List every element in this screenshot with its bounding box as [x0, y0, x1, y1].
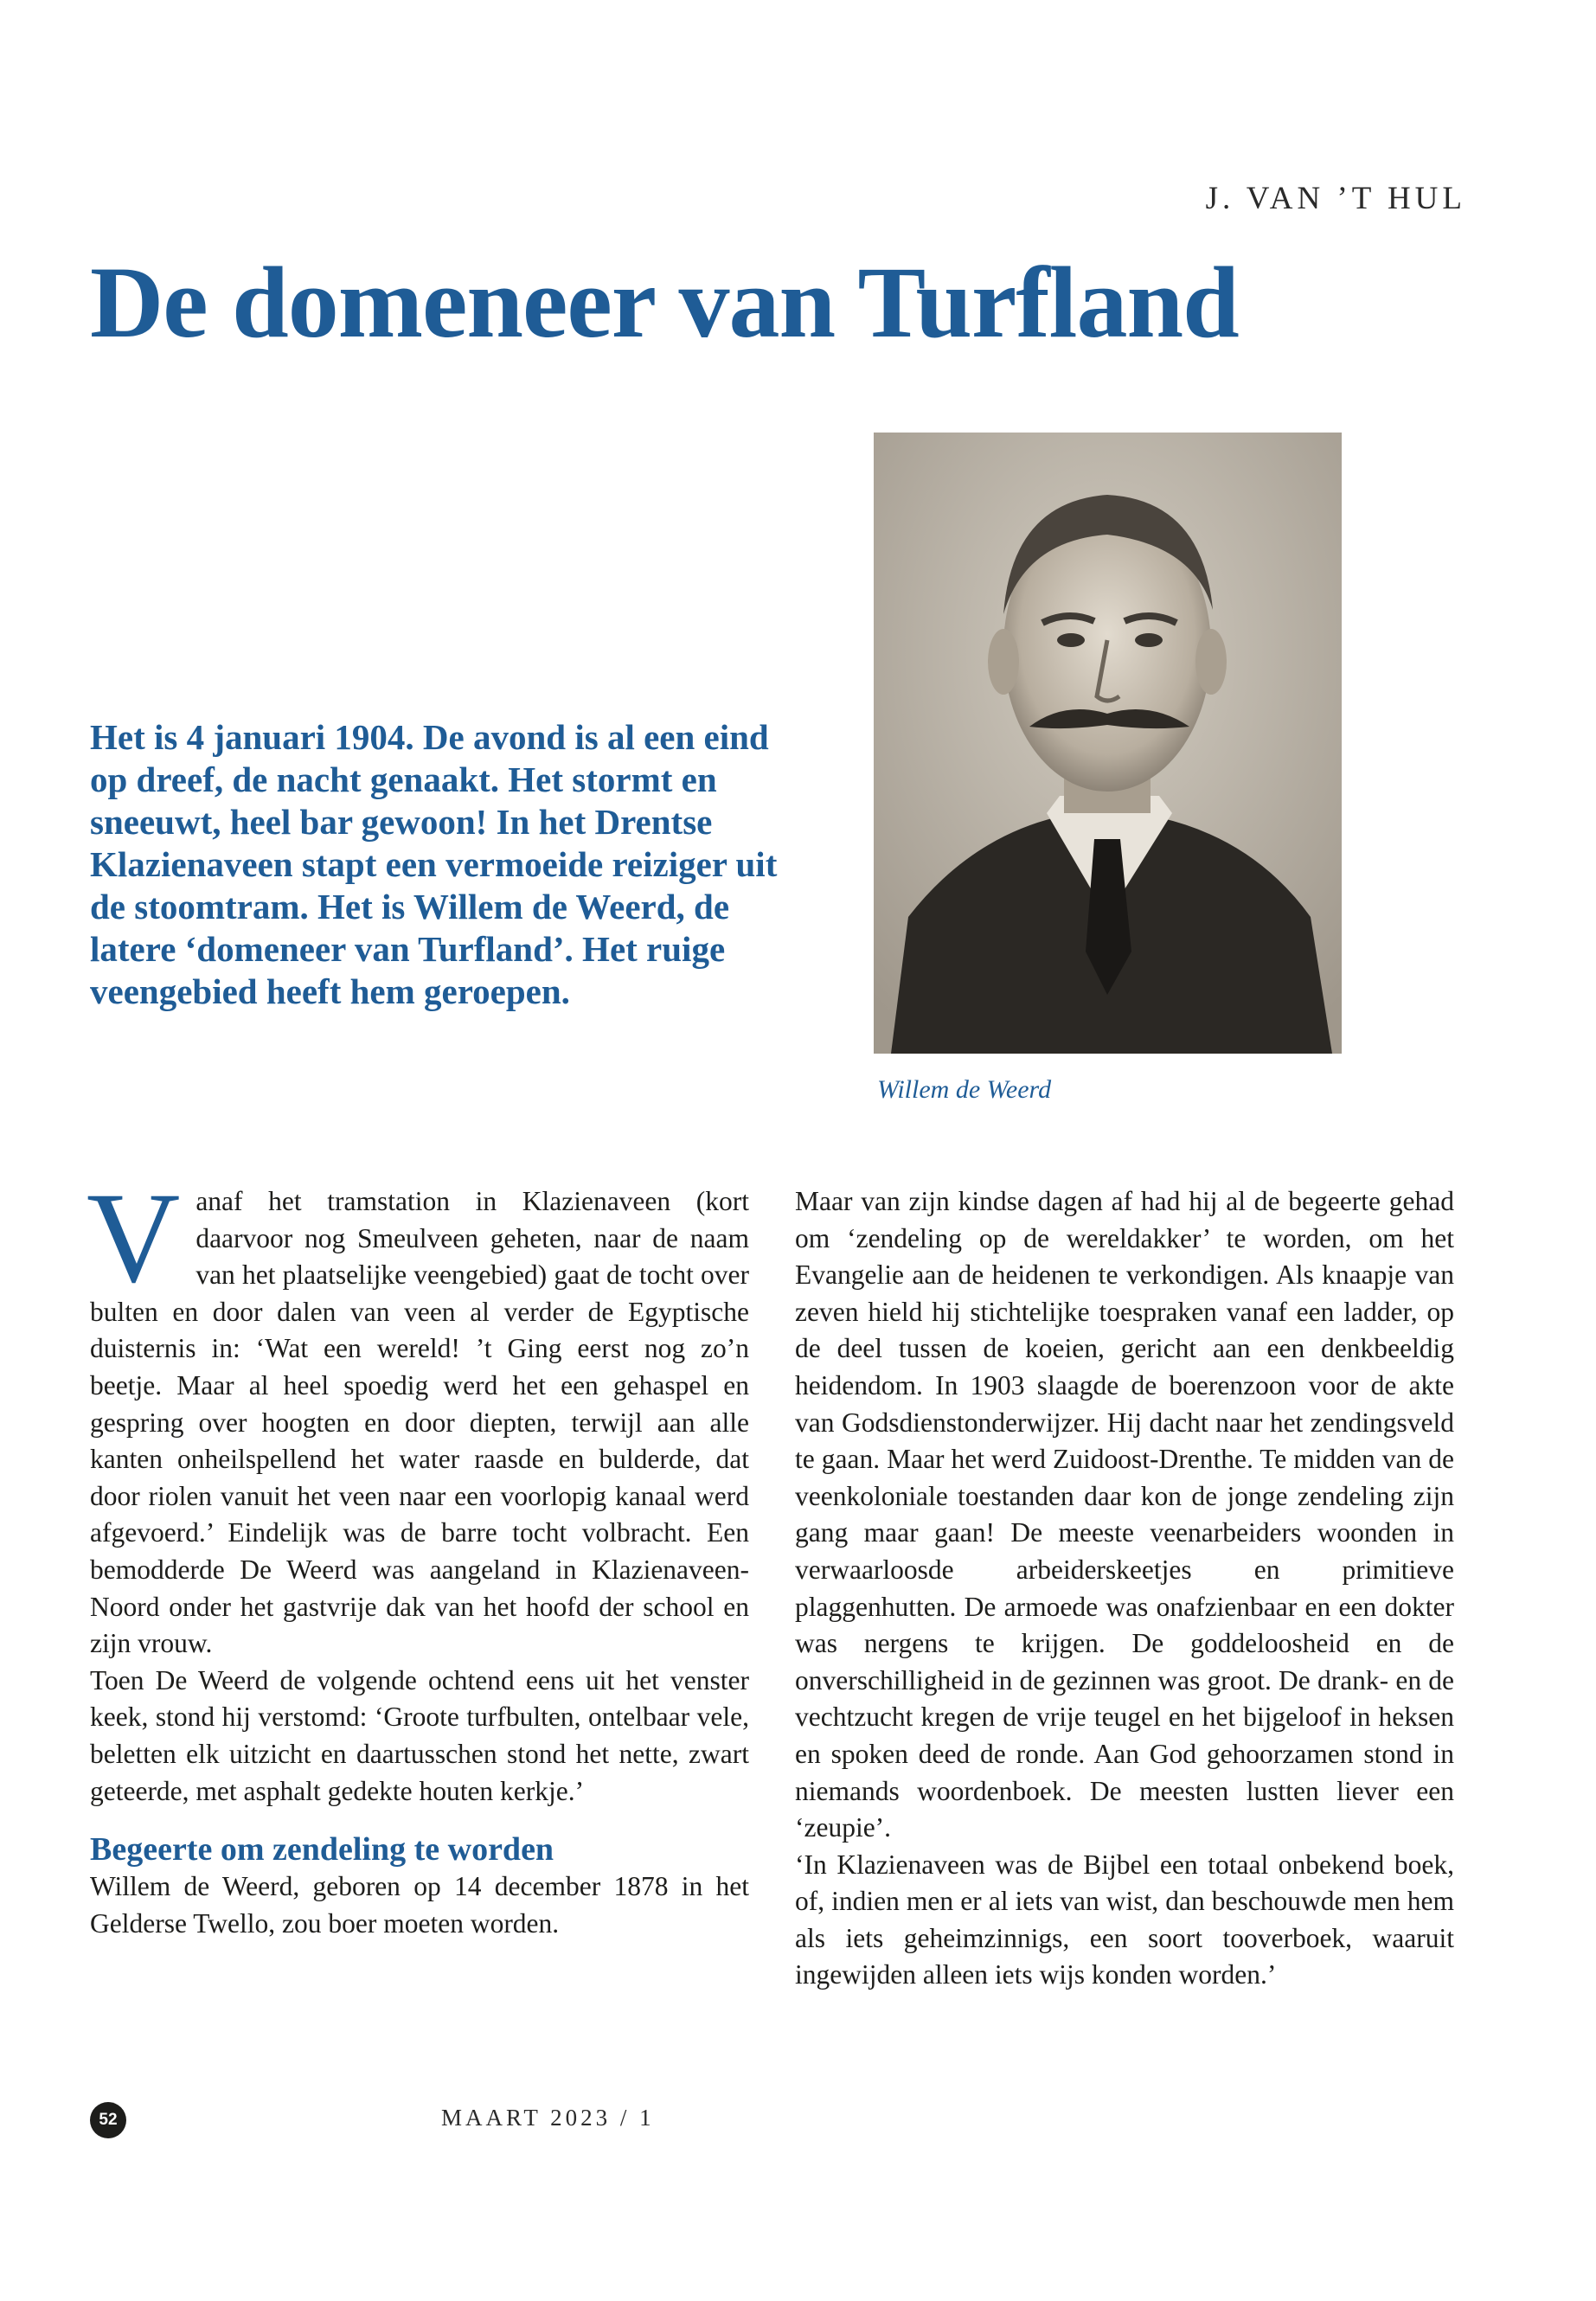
article-title: De domeneer van Turfland [90, 246, 1239, 359]
portrait-photo [874, 433, 1342, 1054]
intro-lead: Het is 4 januari 1904. De avond is al een eind op dreef, de nacht genaakt. Het stormt en sneeuwt, heel bar gewoon! In het Drentse Klazienaveen stapt een vermoeide reiziger uit de stoomtram. Het is Willem de Weerd, de latere ‘domeneer van Turfland’. Het ruige veengebied heeft hem geroepen. [90, 717, 778, 1011]
column-left [87, 1166, 749, 1942]
photo-caption: Willem de Weerd [877, 1075, 1052, 1104]
column-right [795, 1183, 1454, 1994]
drop-cap: V [87, 1166, 181, 1310]
issue-label: MAART 2023 / 1 [441, 2105, 655, 2131]
paragraph: Maar van zijn kindse dagen af had hij al de begeerte gehad om ‘zendeling op de wereldakker’ te worden, om het Evangelie aan de heidenen te verkondigen. Als knaapje van zeven hield hij stichtelijke toespraken vanaf een ladder, op de deel tussen de koeien, gericht aan een denkbeeldig heidendom. In 1903 slaagde de boerenzoon voor de akte van Godsdienstonderwijzer. Hij dacht naar het zendingsveld te gaan. Maar het werd Zuidoost-Drenthe. Te midden van de veenkoloniale toestanden daar kon de jonge zendeling zijn gang maar gaan! De meeste veenarbeiders woonden in verwaarloosde arbeiderskeetjes en primitieve plaggenhutten. De armoede was onafzienbaar en een dokter was nergens te krijgen. De goddeloosheid en de onverschilligheid in de gezinnen was groot. De drank- en de vechtzucht kregen de vrije teugel en het bijgeloof in heksen en spoken deed de ronde. Aan God gehoorzamen stond in niemands woordenboek. De meesten lustten liever een ‘zeupie’. [795, 1186, 1454, 1843]
paragraph: Toen De Weerd de volgende ochtend eens uit het venster keek, stond hij verstomd: ‘Groote turfbulten, ontelbaar vele, beletten elk uitzicht en daartusschen stond het nette, zwart geteerde, met asphalt gedekte houten kerkje.’ [90, 1664, 749, 1806]
paragraph: ‘In Klazienaveen was de Bijbel een totaal onbekend boek, of, indien men er al iets van wist, dan beschouwde men hem als iets geheimzinnigs, een soort tooverboek, waaruit ingewijden alleen iets wijs konden worden.’ [795, 1849, 1454, 1990]
paragraph [87, 1166, 749, 1663]
page-number-badge: 52 [90, 2102, 126, 2138]
author-byline: J. VAN ’T HUL [1205, 181, 1466, 216]
paragraph: Willem de Weerd, geboren op 14 december 1878 in het Gelderse Twello, zou boer moeten worden. [90, 1871, 749, 1939]
paragraph-text: anaf het tramstation in Klazienaveen (kort daarvoor nog Smeulveen geheten, naar de naam van het plaatselijke veengebied) gaat de tocht over bulten en door dalen van veen al verder de Egyptische duisternis in: ‘Wat een wereld! ’t Ging eerst nog zo’n beetje. Maar al heel spoedig werd het een gehaspel en gespring over hoogten en door diepten, terwijl aan alle kanten onheilspellend het water raasde en bulderde, dat door riolen vanuit het veen naar een voorlopig kanaal werd afgevoerd.’ Eindelijk was de barre tocht volbracht. Een bemodderde De Weerd was aangeland in Klazienaveen-Noord onder het gastvrije dak van het hoofd der school en zijn vrouw. [90, 1186, 749, 1659]
section-heading: Begeerte om zendeling te worden [90, 1831, 554, 1868]
